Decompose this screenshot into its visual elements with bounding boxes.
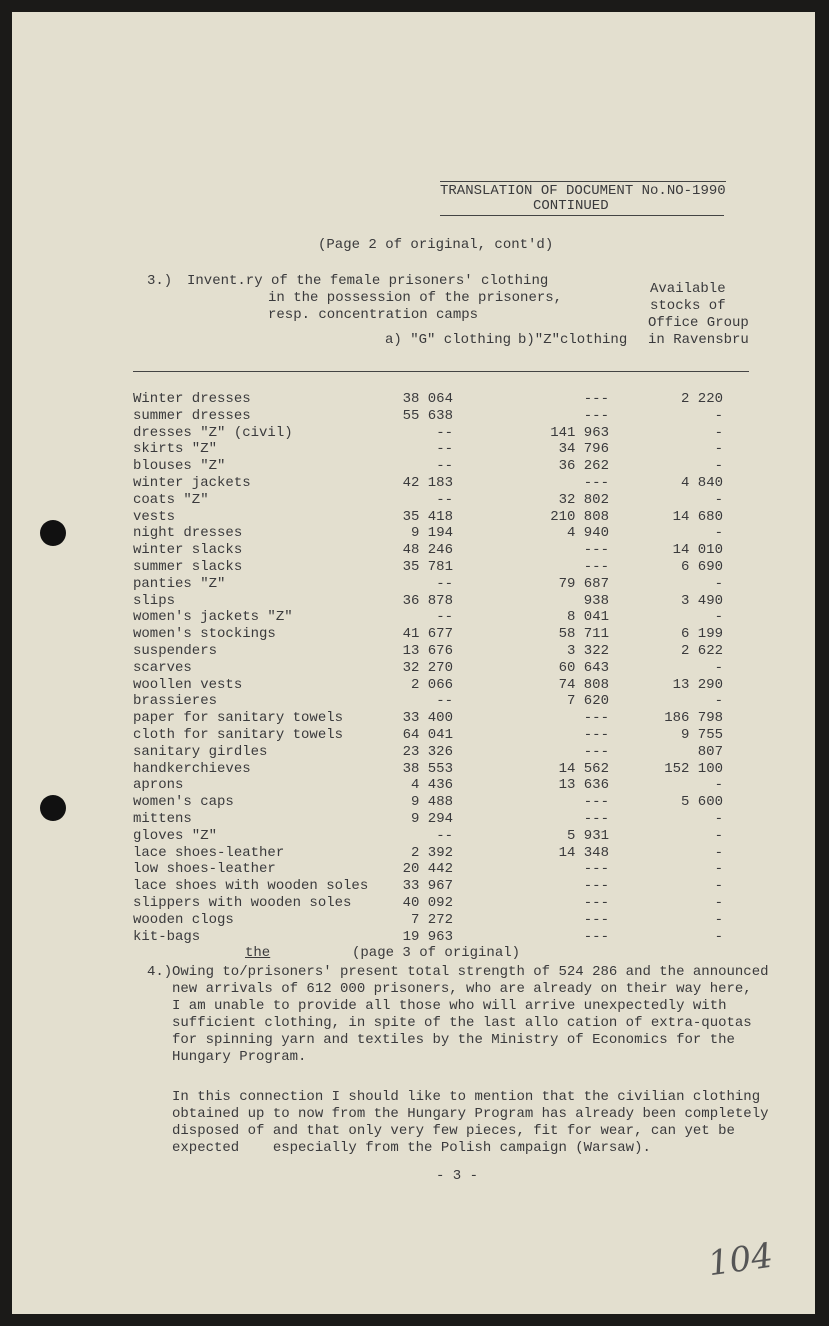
table-row bbox=[133, 861, 723, 878]
g-clothing-count: 38 064 bbox=[402, 391, 453, 407]
available-stock: 3 490 bbox=[680, 592, 723, 609]
clothing-inventory-table bbox=[133, 391, 723, 945]
paragraph-line: Owing to/prisoners' present total strength of 524 286 and the announced bbox=[172, 964, 769, 980]
table-row bbox=[133, 492, 723, 509]
item-name: cloth for sanitary towels bbox=[133, 726, 344, 743]
z-clothing-count: 5 931 bbox=[566, 827, 609, 844]
available-stock: 807 bbox=[697, 743, 723, 760]
table-row bbox=[133, 542, 723, 559]
table-row bbox=[133, 593, 723, 610]
g-clothing-count: 33 400 bbox=[402, 710, 453, 727]
item-name: aprons bbox=[133, 777, 184, 794]
item-name: blouses "Z" bbox=[133, 458, 226, 475]
item-name: panties "Z" bbox=[133, 575, 226, 592]
g-clothing-count: 7 272 bbox=[410, 911, 453, 928]
table-row bbox=[133, 660, 723, 677]
available-stock: 5 600 bbox=[680, 794, 723, 811]
z-clothing-count: 8 041 bbox=[566, 609, 609, 626]
item-name: vests bbox=[133, 508, 176, 525]
table-row bbox=[133, 912, 723, 929]
table-row bbox=[133, 895, 723, 912]
item-name: summer dresses bbox=[133, 407, 251, 424]
table-row bbox=[133, 811, 723, 828]
g-clothing-count: 19 963 bbox=[402, 928, 453, 945]
table-row bbox=[133, 794, 723, 811]
available-stock: - bbox=[714, 928, 723, 945]
g-clothing-count: 9 488 bbox=[410, 794, 453, 811]
section-heading: in the possession of the prisoners, bbox=[268, 290, 563, 306]
available-stock: - bbox=[714, 861, 723, 878]
available-stock: - bbox=[714, 609, 723, 626]
item-name: winter slacks bbox=[133, 542, 243, 559]
available-stock: - bbox=[714, 407, 723, 424]
page-note: (Page 2 of original, cont'd) bbox=[318, 237, 554, 253]
table-row bbox=[133, 425, 723, 442]
item-name: women's caps bbox=[133, 794, 234, 811]
paragraph-line: new arrivals of 612 000 prisoners, who are already on their way here, bbox=[172, 981, 752, 997]
column-heading-a: a) "G" clothing bbox=[385, 332, 512, 348]
g-clothing-count: -- bbox=[436, 827, 453, 844]
table-row bbox=[133, 576, 723, 593]
z-clothing-count: 79 687 bbox=[558, 575, 609, 592]
item-name: brassieres bbox=[133, 693, 218, 710]
available-stock: - bbox=[714, 525, 723, 542]
table-row bbox=[133, 744, 723, 761]
g-clothing-count: 35 418 bbox=[402, 508, 453, 525]
z-clothing-count: 14 562 bbox=[558, 760, 609, 777]
item-name: wooden clogs bbox=[133, 911, 234, 928]
available-stock: 6 199 bbox=[680, 626, 723, 643]
item-name: dresses "Z" (civil) bbox=[133, 424, 293, 441]
z-clothing-count: 141 963 bbox=[550, 424, 609, 441]
item-name: suspenders bbox=[133, 642, 218, 659]
column-heading-c: Office Group bbox=[648, 315, 749, 331]
item-name: paper for sanitary towels bbox=[133, 710, 344, 727]
available-stock: 2 622 bbox=[680, 642, 723, 659]
item-name: winter jackets bbox=[133, 474, 251, 491]
z-clothing-count: 58 711 bbox=[558, 626, 609, 643]
table-row bbox=[133, 643, 723, 660]
table-row bbox=[133, 727, 723, 744]
table-row bbox=[133, 391, 723, 408]
g-clothing-count: 64 041 bbox=[402, 726, 453, 743]
g-clothing-count: 40 092 bbox=[402, 894, 453, 911]
table-row bbox=[133, 878, 723, 895]
paragraph-1 bbox=[172, 964, 769, 1066]
available-stock: - bbox=[714, 911, 723, 928]
g-clothing-count: 55 638 bbox=[402, 407, 453, 424]
available-stock: - bbox=[714, 575, 723, 592]
table-row bbox=[133, 777, 723, 794]
z-clothing-count: --- bbox=[583, 391, 609, 407]
document-title: TRANSLATION OF DOCUMENT No.NO-1990 bbox=[440, 183, 726, 199]
column-heading-b: b)"Z"clothing bbox=[518, 332, 628, 348]
z-clothing-count: --- bbox=[583, 911, 609, 928]
z-clothing-count: --- bbox=[583, 474, 609, 491]
g-clothing-count: -- bbox=[436, 441, 453, 458]
divider bbox=[440, 215, 724, 216]
z-clothing-count: 4 940 bbox=[566, 525, 609, 542]
available-stock: - bbox=[714, 693, 723, 710]
z-clothing-count: --- bbox=[583, 928, 609, 945]
z-clothing-count: --- bbox=[583, 878, 609, 895]
table-row bbox=[133, 626, 723, 643]
item-name: lace shoes with wooden soles bbox=[133, 878, 369, 895]
z-clothing-count: 74 808 bbox=[558, 676, 609, 693]
z-clothing-count: 7 620 bbox=[566, 693, 609, 710]
column-heading-c: in Ravensbru bbox=[648, 332, 749, 348]
available-stock: 14 680 bbox=[672, 508, 723, 525]
item-name: women's jackets "Z" bbox=[133, 609, 293, 626]
g-clothing-count: -- bbox=[436, 575, 453, 592]
handwritten-folio-number: 104 bbox=[705, 1235, 776, 1285]
item-name: slips bbox=[133, 592, 176, 609]
g-clothing-count: 13 676 bbox=[402, 642, 453, 659]
available-stock: - bbox=[714, 441, 723, 458]
z-clothing-count: 210 808 bbox=[550, 508, 609, 525]
g-clothing-count: -- bbox=[436, 458, 453, 475]
item-name: sanitary girdles bbox=[133, 743, 268, 760]
page3-note: (page 3 of original) bbox=[352, 945, 521, 961]
document-subtitle: CONTINUED bbox=[533, 198, 609, 214]
z-clothing-count: --- bbox=[583, 894, 609, 911]
z-clothing-count: 36 262 bbox=[558, 458, 609, 475]
paragraph-line: In this connection I should like to mention that the civilian clothing bbox=[172, 1089, 761, 1105]
paragraph-line: I am unable to provide all those who will arrive unexpectedly with bbox=[172, 998, 727, 1014]
z-clothing-count: 938 bbox=[583, 592, 609, 609]
table-row bbox=[133, 525, 723, 542]
available-stock: 13 290 bbox=[672, 676, 723, 693]
table-row bbox=[133, 408, 723, 425]
column-heading-c: stocks of bbox=[650, 298, 726, 314]
available-stock: 14 010 bbox=[672, 542, 723, 559]
paragraph-line: expected especially from the Polish campaign (Warsaw). bbox=[172, 1140, 651, 1156]
paragraph-line: Hungary Program. bbox=[172, 1049, 307, 1065]
available-stock: - bbox=[714, 878, 723, 895]
item-name: mittens bbox=[133, 810, 192, 827]
item-name: woollen vests bbox=[133, 676, 243, 693]
available-stock: - bbox=[714, 810, 723, 827]
paragraph-line: sufficient clothing, in spite of the last allo cation of extra-quotas bbox=[172, 1015, 752, 1031]
table-row bbox=[133, 845, 723, 862]
section-heading: Invent.ry of the female prisoners' clothing bbox=[187, 273, 549, 289]
z-clothing-count: --- bbox=[583, 743, 609, 760]
paragraph-2 bbox=[172, 1089, 769, 1157]
available-stock: 9 755 bbox=[680, 726, 723, 743]
z-clothing-count: 3 322 bbox=[566, 642, 609, 659]
available-stock: - bbox=[714, 659, 723, 676]
z-clothing-count: --- bbox=[583, 558, 609, 575]
g-clothing-count: 42 183 bbox=[402, 474, 453, 491]
item-name: coats "Z" bbox=[133, 491, 209, 508]
z-clothing-count: 34 796 bbox=[558, 441, 609, 458]
item-name: scarves bbox=[133, 659, 192, 676]
table-row bbox=[133, 828, 723, 845]
available-stock: - bbox=[714, 458, 723, 475]
available-stock: - bbox=[714, 777, 723, 794]
table-row bbox=[133, 693, 723, 710]
g-clothing-count: 36 878 bbox=[402, 592, 453, 609]
item-name: kit-bags bbox=[133, 928, 201, 945]
page-number: - 3 - bbox=[436, 1168, 479, 1184]
paragraph-line: disposed of and that only very few pieces, fit for wear, can yet be bbox=[172, 1123, 735, 1139]
z-clothing-count: 60 643 bbox=[558, 659, 609, 676]
table-row bbox=[133, 929, 723, 946]
z-clothing-count: --- bbox=[583, 794, 609, 811]
z-clothing-count: --- bbox=[583, 810, 609, 827]
item-name: slippers with wooden soles bbox=[133, 894, 352, 911]
g-clothing-count: 2 066 bbox=[410, 676, 453, 693]
item-name: night dresses bbox=[133, 525, 243, 542]
g-clothing-count: 20 442 bbox=[402, 861, 453, 878]
available-stock: - bbox=[714, 424, 723, 441]
available-stock: - bbox=[714, 844, 723, 861]
item-name: women's stockings bbox=[133, 626, 276, 643]
z-clothing-count: --- bbox=[583, 726, 609, 743]
g-clothing-count: 35 781 bbox=[402, 558, 453, 575]
g-clothing-count: -- bbox=[436, 424, 453, 441]
g-clothing-count: 32 270 bbox=[402, 659, 453, 676]
available-stock: - bbox=[714, 827, 723, 844]
item-name: gloves "Z" bbox=[133, 827, 218, 844]
table-rule bbox=[133, 371, 749, 372]
g-clothing-count: -- bbox=[436, 609, 453, 626]
available-stock: 6 690 bbox=[680, 558, 723, 575]
z-clothing-count: 14 348 bbox=[558, 844, 609, 861]
item-name: skirts "Z" bbox=[133, 441, 218, 458]
punch-hole bbox=[40, 520, 66, 546]
punch-hole bbox=[40, 795, 66, 821]
table-row bbox=[133, 441, 723, 458]
table-row bbox=[133, 458, 723, 475]
g-clothing-count: -- bbox=[436, 693, 453, 710]
available-stock: 2 220 bbox=[680, 391, 723, 407]
z-clothing-count: --- bbox=[583, 542, 609, 559]
item-name: lace shoes-leather bbox=[133, 844, 285, 861]
table-row bbox=[133, 761, 723, 778]
paragraph-line: for spinning yarn and textiles by the Ministry of Economics for the bbox=[172, 1032, 735, 1048]
g-clothing-count: 41 677 bbox=[402, 626, 453, 643]
g-clothing-count: 38 553 bbox=[402, 760, 453, 777]
available-stock: 186 798 bbox=[664, 710, 723, 727]
z-clothing-count: --- bbox=[583, 710, 609, 727]
table-row bbox=[133, 475, 723, 492]
section-heading: resp. concentration camps bbox=[268, 307, 479, 323]
item-name: handkerchieves bbox=[133, 760, 251, 777]
inserted-word: the bbox=[245, 945, 271, 961]
g-clothing-count: 9 294 bbox=[410, 810, 453, 827]
column-heading-c: Available bbox=[650, 281, 726, 297]
g-clothing-count: 4 436 bbox=[410, 777, 453, 794]
available-stock: - bbox=[714, 491, 723, 508]
section-number: 4.) bbox=[147, 964, 173, 980]
item-name: Winter dresses bbox=[133, 391, 251, 407]
paragraph-line: obtained up to now from the Hungary Program has already been completely bbox=[172, 1106, 769, 1122]
available-stock: - bbox=[714, 894, 723, 911]
g-clothing-count: -- bbox=[436, 491, 453, 508]
z-clothing-count: 32 802 bbox=[558, 491, 609, 508]
g-clothing-count: 33 967 bbox=[402, 878, 453, 895]
z-clothing-count: --- bbox=[583, 861, 609, 878]
g-clothing-count: 2 392 bbox=[410, 844, 453, 861]
table-row bbox=[133, 509, 723, 526]
available-stock: 4 840 bbox=[680, 474, 723, 491]
section-number: 3.) bbox=[147, 273, 173, 289]
available-stock: 152 100 bbox=[664, 760, 723, 777]
table-row bbox=[133, 559, 723, 576]
item-name: summer slacks bbox=[133, 558, 243, 575]
z-clothing-count: --- bbox=[583, 407, 609, 424]
g-clothing-count: 48 246 bbox=[402, 542, 453, 559]
table-row bbox=[133, 609, 723, 626]
table-row bbox=[133, 677, 723, 694]
z-clothing-count: 13 636 bbox=[558, 777, 609, 794]
g-clothing-count: 9 194 bbox=[410, 525, 453, 542]
g-clothing-count: 23 326 bbox=[402, 743, 453, 760]
item-name: low shoes-leather bbox=[133, 861, 276, 878]
table-row bbox=[133, 710, 723, 727]
